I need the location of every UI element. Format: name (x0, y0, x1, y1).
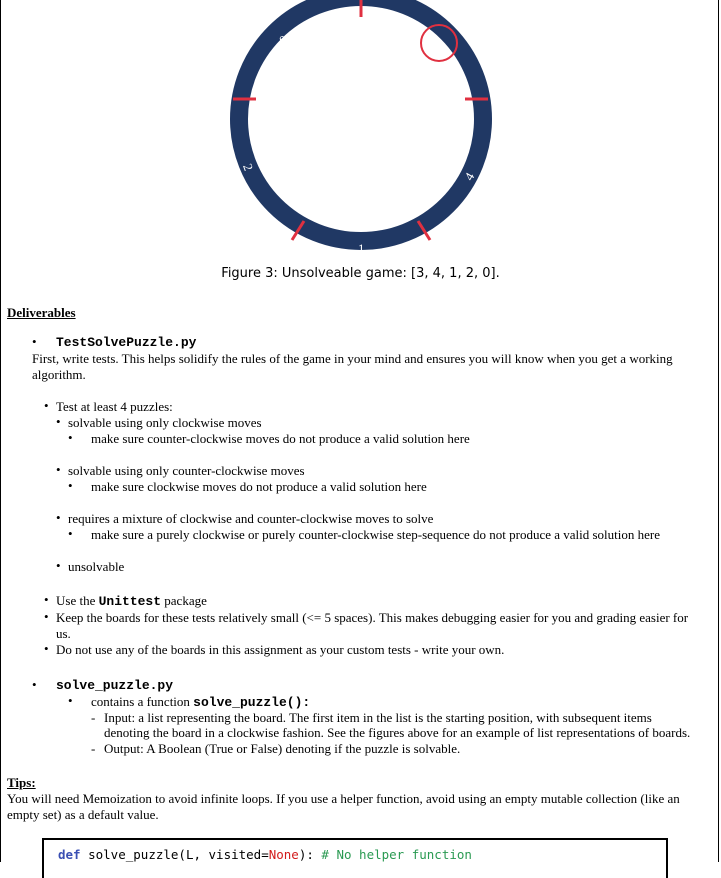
test-item: solvable using only clockwise moves (68, 415, 262, 430)
do-not-use-text: Do not use any of the boards in this assignment as your custom tests - write your own. (56, 642, 505, 657)
code-keyword: def (58, 847, 81, 862)
bullet: • (32, 677, 37, 692)
code-block (42, 838, 668, 878)
contains-line (91, 694, 310, 710)
intro-text: algorithm. (32, 367, 86, 382)
test-subitem: make sure clockwise moves do not produce a valid solution here (91, 479, 427, 494)
code-signature: solve_puzzle(L, visited= (88, 847, 269, 862)
ring-label: 4 (461, 169, 478, 183)
ring-label: 3 (432, 36, 446, 53)
intro-text: First, write tests. This helps solidify the rules of the game in your mind and ensures you will know when you get a working (32, 351, 673, 366)
output-desc: Output: A Boolean (True or False) denoting if the puzzle is solvable. (104, 741, 461, 756)
ring-track (239, 0, 483, 241)
ring-label: 1 (358, 241, 365, 256)
bullet: • (68, 478, 73, 493)
use-suffix: package (164, 593, 207, 608)
bullet: • (68, 693, 73, 708)
bullet: • (56, 558, 61, 573)
test-item: solvable using only counter-clockwise moves (68, 463, 305, 478)
bullet: • (56, 414, 61, 429)
tips-text: You will need Memoization to avoid infinite loops. If you use a helper function, avoid using an empty mutable collection (like an (7, 791, 680, 806)
test-subitem: make sure a purely clockwise or purely counter-clockwise step-sequence do not produce a valid solution here (91, 527, 661, 542)
code-none: None (268, 847, 299, 862)
bullet: • (68, 430, 73, 445)
bullet: • (56, 510, 61, 525)
use-unittest-line (56, 593, 207, 609)
contains-prefix: contains a function (91, 694, 190, 709)
code-close: ): (298, 847, 322, 862)
solve-file-name: solve_puzzle.py (56, 678, 174, 693)
ring-label: 2 (240, 161, 257, 173)
bullet: • (68, 526, 73, 541)
tips-heading: Tips: (7, 775, 36, 790)
tips-text: empty set) as a default value. (7, 807, 159, 822)
keep-small-text: us. (56, 626, 71, 641)
keep-small-text: Keep the boards for these tests relatively small (<= 5 spaces). This makes debugging easier for you and grading easier for (56, 610, 689, 625)
unittest-package: Unittest (98, 594, 162, 609)
code-comment: # No helper function (321, 847, 472, 862)
test-item: requires a mixture of clockwise and counter-clockwise moves to solve (68, 511, 434, 526)
bullet: • (44, 398, 49, 413)
bullet: • (44, 641, 49, 656)
solve-puzzle-function: solve_puzzle(): (193, 695, 311, 710)
bullet: • (32, 334, 37, 349)
input-desc: denoting the board in a clockwise fashion. See the figures above for an example of list representations of boards. (104, 725, 691, 740)
figure-caption: Figure 3: Unsolveable game: [3, 4, 1, 2, 0]. (221, 266, 500, 281)
bullet: • (56, 462, 61, 477)
dash: - (91, 710, 96, 725)
use-prefix: Use the (56, 593, 96, 608)
test-list-head: Test at least 4 puzzles: (56, 399, 173, 414)
deliverables-heading: Deliverables (7, 305, 76, 320)
bullet: • (44, 592, 49, 607)
ring-label: 0 (276, 31, 290, 49)
dash: - (91, 741, 96, 756)
puzzle-ring-figure (222, 0, 502, 262)
test-file-name: TestSolvePuzzle.py (56, 335, 197, 350)
test-item: unsolvable (68, 559, 125, 574)
bullet: • (44, 609, 49, 624)
input-desc: Input: a list representing the board. The first item in the list is the starting position, with subsequent items (104, 710, 652, 725)
test-subitem: make sure counter-clockwise moves do not produce a valid solution here (91, 431, 470, 446)
